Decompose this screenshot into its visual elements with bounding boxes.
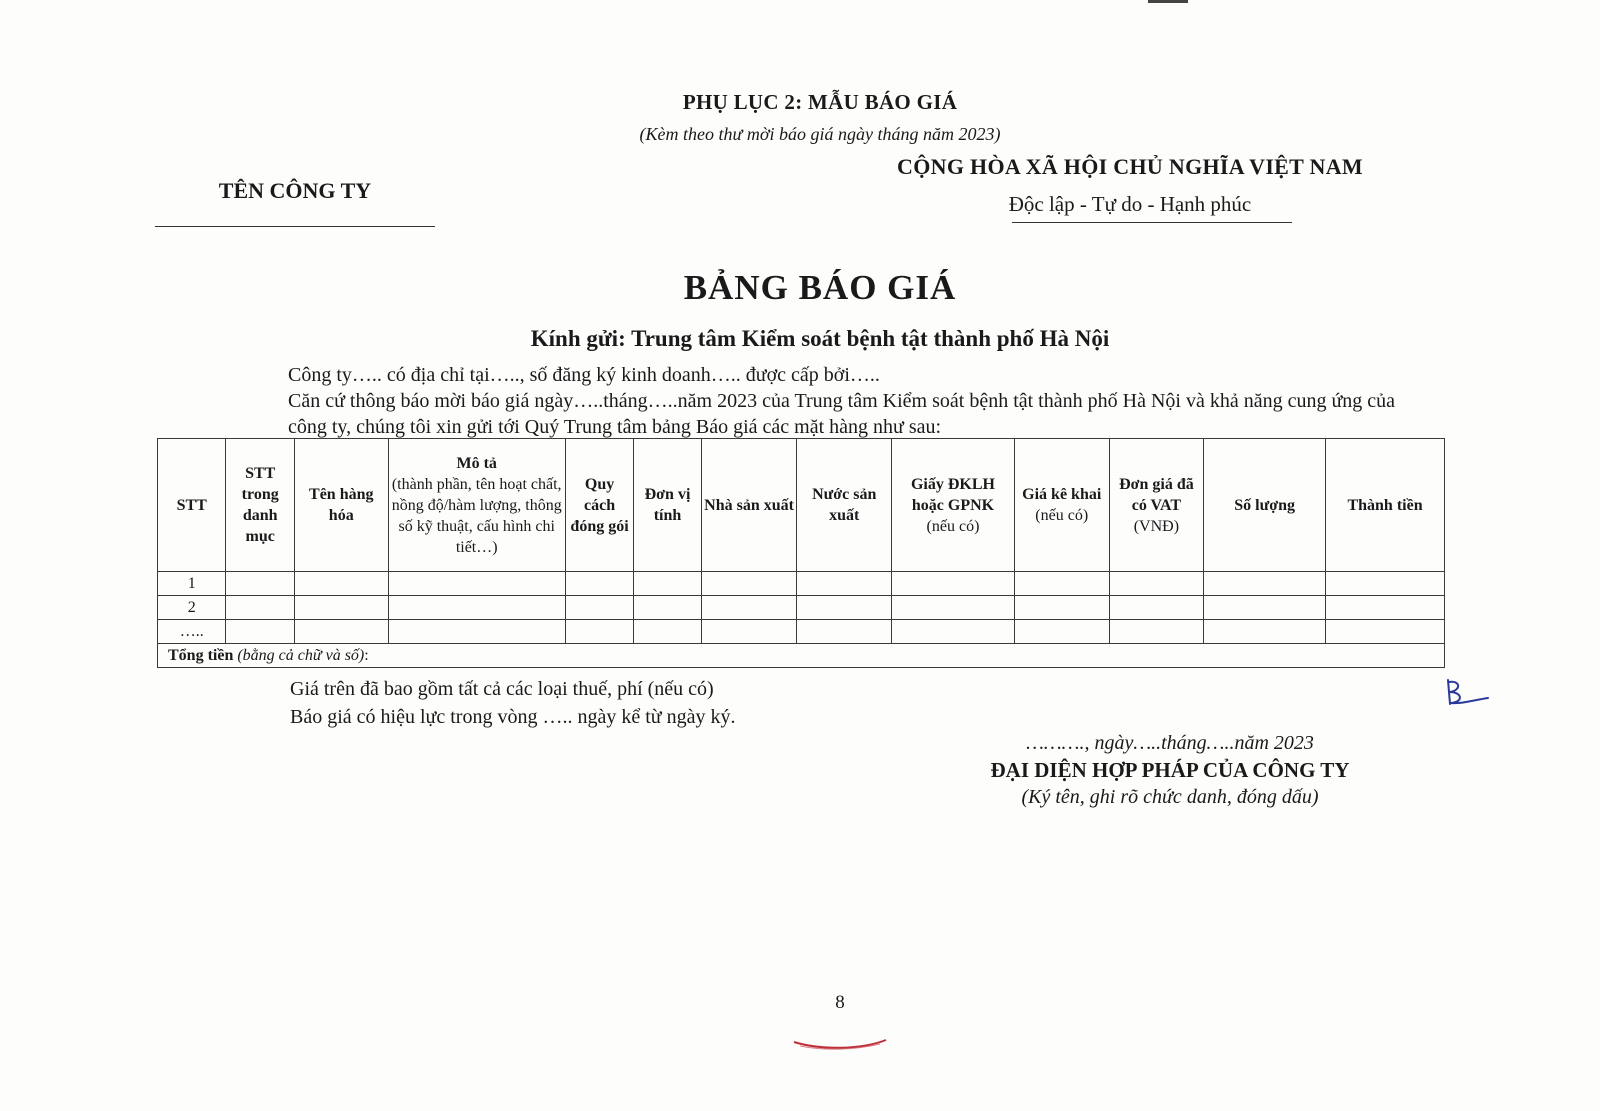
table-row <box>158 572 1445 596</box>
row-number: 2 <box>158 596 226 620</box>
table-cell <box>892 596 1015 620</box>
row-number: 1 <box>158 572 226 596</box>
row-number: ….. <box>158 620 226 644</box>
table-cell <box>701 596 797 620</box>
appendix-title: PHỤ LỤC 2: MẪU BÁO GIÁ <box>682 90 958 114</box>
table-cell <box>1204 572 1326 596</box>
table-cell <box>294 572 388 596</box>
table-cell <box>1014 620 1109 644</box>
company-underline <box>155 226 435 227</box>
intro-paragraph-basis: Căn cứ thông báo mời báo giá ngày…..tháng…..năm 2023 của Trung tâm Kiểm soát bệnh tật thành phố Hà Nội và khả năng cung ứng của công ty, chúng tôi xin gửi tới Quý Trung tâm bảng Báo giá các mặt hàng như sau: <box>288 390 1396 438</box>
nation-title: CỘNG HÒA XÃ HỘI CHỦ NGHĨA VIỆT NAM <box>897 154 1363 179</box>
page-number: 8 <box>835 992 845 1013</box>
stamp-edge-mark <box>790 1028 890 1052</box>
signature-date-line: ………., ngày…..tháng…..năm 2023 <box>1026 732 1314 754</box>
table-cell <box>797 620 892 644</box>
table-cell <box>565 620 633 644</box>
intro-paragraph-company: Công ty….. có địa chỉ tại….., số đăng ký kinh doanh….. được cấp bởi….. <box>288 364 880 386</box>
header-declared-price: Giá kê khai (nếu có) <box>1014 439 1109 572</box>
table-cell <box>388 596 565 620</box>
header-stt-catalog: STT trong danh mục <box>226 439 294 572</box>
table-cell <box>1204 620 1326 644</box>
header-stt: STT <box>158 439 226 572</box>
scan-mark <box>1148 0 1188 3</box>
table-row <box>158 596 1445 620</box>
table-cell <box>634 620 701 644</box>
table-cell <box>388 572 565 596</box>
signature-note: (Ký tên, ghi rõ chức danh, đóng dấu) <box>1021 786 1319 808</box>
table-row <box>158 620 1445 644</box>
note-tax-included: Giá trên đã bao gồm tất cả các loại thuế, phí (nếu có) <box>290 678 714 700</box>
table-cell <box>634 572 701 596</box>
total-note: (bằng cả chữ và số) <box>237 647 365 664</box>
table-cell <box>797 596 892 620</box>
total-cell <box>158 644 1445 668</box>
header-unit: Đơn vị tính <box>634 439 701 572</box>
header-amount: Thành tiền <box>1326 439 1445 572</box>
recipient-line: Kính gửi: Trung tâm Kiểm soát bệnh tật thành phố Hà Nội <box>530 326 1110 351</box>
header-description: Mô tả (thành phần, tên hoạt chất, nồng độ/hàm lượng, thông số kỹ thuật, cấu hình chi tiết…) <box>388 439 565 572</box>
note-validity: Báo giá có hiệu lực trong vòng ….. ngày kể từ ngày ký. <box>290 706 736 728</box>
total-colon: : <box>364 647 369 664</box>
table-cell <box>1326 596 1445 620</box>
handwritten-initial <box>1442 678 1492 718</box>
total-label: Tổng tiền <box>168 647 234 664</box>
table-cell <box>634 596 701 620</box>
table-cell <box>388 620 565 644</box>
table-cell <box>892 620 1015 644</box>
table-cell <box>797 572 892 596</box>
table-cell <box>294 620 388 644</box>
header-item-name: Tên hàng hóa <box>294 439 388 572</box>
table-cell <box>1326 572 1445 596</box>
table-cell <box>565 596 633 620</box>
header-packing: Quy cách đóng gói <box>565 439 633 572</box>
table-cell <box>294 596 388 620</box>
table-cell <box>1109 596 1204 620</box>
header-quantity: Số lượng <box>1204 439 1326 572</box>
table-cell <box>226 572 294 596</box>
table-cell <box>701 620 797 644</box>
header-country: Nước sản xuất <box>797 439 892 572</box>
header-manufacturer: Nhà sản xuất <box>701 439 797 572</box>
table-cell <box>226 596 294 620</box>
table-cell <box>892 572 1015 596</box>
appendix-subtitle: (Kèm theo thư mời báo giá ngày tháng năm 2023) <box>639 124 1001 144</box>
document-title: BẢNG BÁO GIÁ <box>683 268 957 307</box>
signature-title: ĐẠI DIỆN HỢP PHÁP CỦA CÔNG TY <box>990 758 1350 782</box>
total-row <box>158 644 1445 668</box>
table-header-row <box>158 439 1445 572</box>
table-cell <box>1204 596 1326 620</box>
company-name: TÊN CÔNG TY <box>218 178 372 203</box>
table-cell <box>565 572 633 596</box>
header-unit-price: Đơn giá đã có VAT (VNĐ) <box>1109 439 1204 572</box>
header-license: Giấy ĐKLH hoặc GPNK (nếu có) <box>892 439 1015 572</box>
table-cell <box>1014 596 1109 620</box>
table-cell <box>1109 572 1204 596</box>
table-cell <box>1326 620 1445 644</box>
table-cell <box>1014 572 1109 596</box>
table-cell <box>701 572 797 596</box>
table-cell <box>1109 620 1204 644</box>
quotation-table <box>157 438 1445 668</box>
nation-motto: Độc lập - Tự do - Hạnh phúc <box>1008 192 1252 216</box>
table-cell <box>226 620 294 644</box>
motto-underline <box>1012 222 1292 223</box>
